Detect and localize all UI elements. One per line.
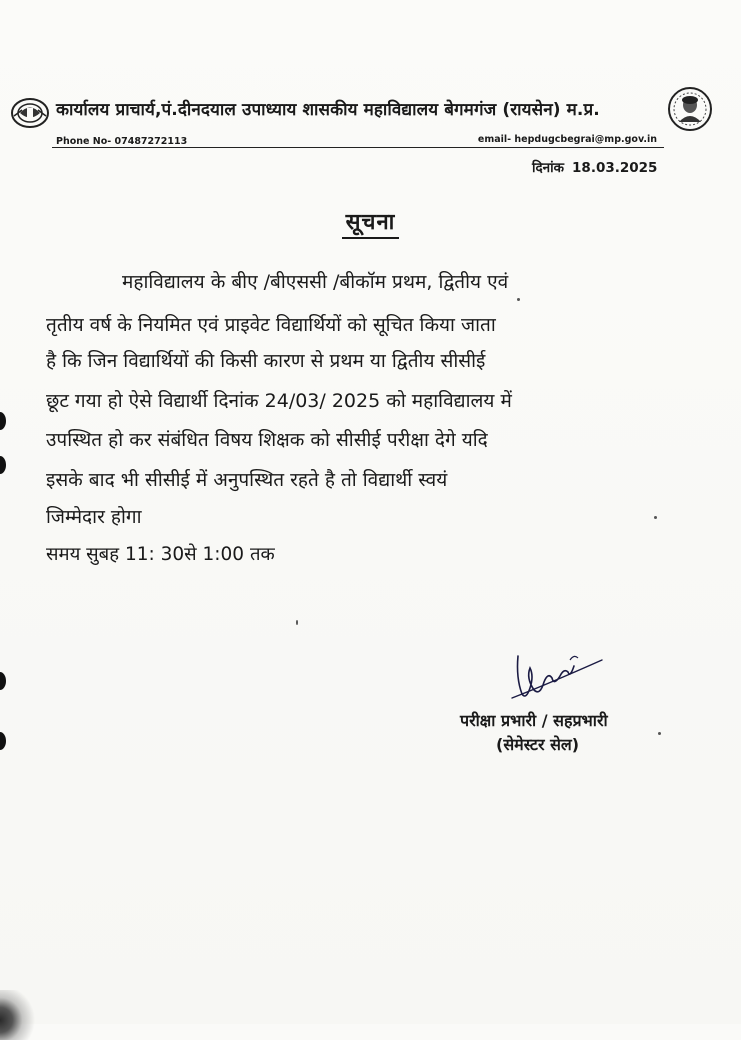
notice-line-3: है कि जिन विद्यार्थियों की किसी कारण से प्रथम या द्वितीय सीसीई [46, 350, 486, 372]
notice-line-2: तृतीय वर्ष के नियमित एवं प्राइवेट विद्यार्थियों को सूचित किया जाता [46, 314, 496, 336]
notice-heading [0, 206, 741, 236]
binder-hole-mark [0, 456, 6, 474]
signatory-cell: (सेमेस्टर सेल) [496, 735, 580, 754]
scan-corner-smudge [0, 990, 40, 1040]
date-label: दिनांक [532, 160, 565, 176]
scan-speck [517, 298, 520, 301]
exam-time-line: समय सुबह 11: 30से 1:00 तक [46, 544, 275, 565]
notice-line-6: इसके बाद भी सीसीई में अनुपस्थित रहते है तो विद्यार्थी स्वयं [46, 469, 448, 491]
notice-heading-text: सूचना [342, 210, 400, 239]
handwritten-signature [508, 648, 608, 704]
notice-line-1: महाविद्यालय के बीए /बीएससी /बीकॉम प्रथम, द्वितीय एवं [122, 271, 509, 293]
date-value: 18.03.2025 [572, 160, 658, 176]
college-emblem-icon [10, 96, 50, 130]
scan-speck [654, 516, 657, 519]
signatory-role: परीक्षा प्रभारी / सहप्रभारी [460, 711, 608, 730]
header-divider [52, 147, 664, 148]
notice-line-7: जिम्मेदार होगा [46, 506, 142, 528]
phone-number: Phone No- 07487272113 [56, 136, 188, 147]
binder-hole-mark [0, 412, 6, 430]
notice-line-5: उपस्थित हो कर संबंधित विषय शिक्षक को सीसीई परीक्षा देगे यदि [46, 429, 488, 451]
scan-speck [296, 620, 298, 625]
scan-speck [658, 732, 661, 735]
notice-date [532, 158, 665, 176]
binder-hole-mark [0, 672, 6, 690]
office-header-title: कार्यालय प्राचार्य,पं.दीनदयाल उपाध्याय शासकीय महाविद्यालय बेगमगंज (रायसेन) म.प्र. [56, 100, 600, 120]
binder-hole-mark [0, 732, 6, 750]
portrait-seal-icon [666, 86, 714, 132]
notice-line-4: छूट गया हो ऐसे विद्यार्थी दिनांक 24/03/ 2025 को महाविद्यालय में [46, 390, 512, 412]
email-address: email- hepdugcbegrai@mp.gov.in [477, 134, 657, 145]
